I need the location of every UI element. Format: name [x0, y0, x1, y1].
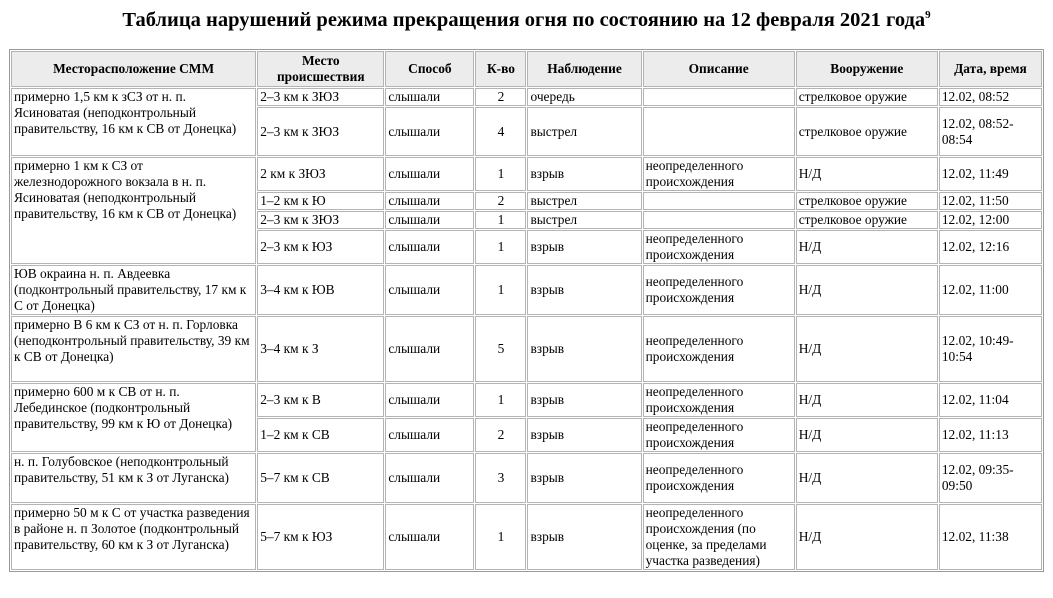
datetime-cell: 12.02, 11:50 [939, 192, 1042, 210]
description-cell [643, 192, 795, 210]
location-cell: примерно В 6 км к СЗ от н. п. Горловка (неподконтрольный правительству, 39 км к СВ от Донецка) [11, 316, 256, 382]
description-cell: неопределенного происхождения [643, 383, 795, 417]
header-datetime: Дата, время [939, 51, 1042, 87]
location-cell: примерно 50 м к С от участка разведения в районе н. п Золотое (подконтрольный правительству, 60 км к З от Луганска) [11, 504, 256, 570]
ceasefire-violations-table [9, 49, 1044, 572]
method-cell: слышали [385, 88, 474, 106]
location-cell: примерно 1,5 км к зСЗ от н. п. Ясиноватая (неподконтрольный правительству, 16 км к СВ от Донецка) [11, 88, 256, 156]
description-cell [643, 211, 795, 229]
method-cell: слышали [385, 453, 474, 503]
observation-cell: выстрел [527, 192, 641, 210]
weapon-cell: стрелковое оружие [796, 107, 938, 156]
incident-place-cell: 2–3 км к ЗЮЗ [257, 107, 384, 156]
weapon-cell: стрелковое оружие [796, 88, 938, 106]
weapon-cell: Н/Д [796, 453, 938, 503]
location-cell: ЮВ окраина н. п. Авдеевка (подконтрольный правительству, 17 км к С от Донецка) [11, 265, 256, 315]
header-count: К-во [475, 51, 526, 87]
incident-place-cell: 1–2 км к Ю [257, 192, 384, 210]
datetime-cell: 12.02, 11:38 [939, 504, 1042, 570]
datetime-cell: 12.02, 08:52 [939, 88, 1042, 106]
observation-cell: взрыв [527, 230, 641, 264]
count-cell: 5 [475, 316, 526, 382]
weapon-cell: Н/Д [796, 316, 938, 382]
count-cell: 2 [475, 192, 526, 210]
method-cell: слышали [385, 157, 474, 191]
header-weapon: Вооружение [796, 51, 938, 87]
header-incident-place: Место происшествия [257, 51, 384, 87]
table-row [11, 316, 1042, 382]
weapon-cell: Н/Д [796, 418, 938, 452]
description-cell [643, 88, 795, 106]
datetime-cell: 12.02, 12:16 [939, 230, 1042, 264]
incident-place-cell: 3–4 км к З [257, 316, 384, 382]
count-cell: 4 [475, 107, 526, 156]
datetime-cell: 12.02, 11:13 [939, 418, 1042, 452]
incident-place-cell: 2–3 км к ЗЮЗ [257, 211, 384, 229]
count-cell: 1 [475, 504, 526, 570]
count-cell: 2 [475, 418, 526, 452]
observation-cell: очередь [527, 88, 641, 106]
description-cell: неопределенного происхождения [643, 453, 795, 503]
observation-cell: взрыв [527, 383, 641, 417]
table-container [9, 49, 1044, 572]
count-cell: 1 [475, 383, 526, 417]
weapon-cell: Н/Д [796, 230, 938, 264]
observation-cell: взрыв [527, 316, 641, 382]
count-cell: 1 [475, 211, 526, 229]
header-row [11, 51, 1042, 87]
datetime-cell: 12.02, 10:49-10:54 [939, 316, 1042, 382]
count-cell: 3 [475, 453, 526, 503]
description-cell: неопределенного происхождения [643, 265, 795, 315]
method-cell: слышали [385, 211, 474, 229]
location-cell: н. п. Голубовское (неподконтрольный правительству, 51 км к З от Луганска) [11, 453, 256, 503]
observation-cell: взрыв [527, 453, 641, 503]
datetime-cell: 12.02, 12:00 [939, 211, 1042, 229]
table-row [11, 383, 1042, 417]
weapon-cell: Н/Д [796, 157, 938, 191]
count-cell: 1 [475, 265, 526, 315]
title-text: Таблица нарушений режима прекращения огня по состоянию на 12 февраля 2021 года [122, 9, 926, 31]
method-cell: слышали [385, 383, 474, 417]
table-row [11, 88, 1042, 106]
header-description: Описание [643, 51, 795, 87]
count-cell: 2 [475, 88, 526, 106]
header-observation: Наблюдение [527, 51, 641, 87]
page-title [0, 0, 1053, 38]
datetime-cell: 12.02, 09:35-09:50 [939, 453, 1042, 503]
observation-cell: взрыв [527, 418, 641, 452]
incident-place-cell: 5–7 км к СВ [257, 453, 384, 503]
count-cell: 1 [475, 230, 526, 264]
observation-cell: взрыв [527, 504, 641, 570]
count-cell: 1 [475, 157, 526, 191]
observation-cell: выстрел [527, 107, 641, 156]
incident-place-cell: 2 км к ЗЮЗ [257, 157, 384, 191]
datetime-cell: 12.02, 08:52-08:54 [939, 107, 1042, 156]
method-cell: слышали [385, 265, 474, 315]
method-cell: слышали [385, 230, 474, 264]
incident-place-cell: 5–7 км к ЮЗ [257, 504, 384, 570]
title-footnote: 9 [925, 9, 931, 22]
weapon-cell: Н/Д [796, 504, 938, 570]
incident-place-cell: 3–4 км к ЮВ [257, 265, 384, 315]
description-cell: неопределенного происхождения [643, 316, 795, 382]
incident-place-cell: 2–3 км к ЗЮЗ [257, 88, 384, 106]
table-body [11, 88, 1042, 570]
weapon-cell: Н/Д [796, 383, 938, 417]
incident-place-cell: 2–3 км к В [257, 383, 384, 417]
method-cell: слышали [385, 107, 474, 156]
header-location: Месторасположение СММ [11, 51, 256, 87]
description-cell: неопределенного происхождения [643, 230, 795, 264]
method-cell: слышали [385, 418, 474, 452]
method-cell: слышали [385, 316, 474, 382]
method-cell: слышали [385, 192, 474, 210]
observation-cell: выстрел [527, 211, 641, 229]
incident-place-cell: 1–2 км к СВ [257, 418, 384, 452]
incident-place-cell: 2–3 км к ЮЗ [257, 230, 384, 264]
weapon-cell: стрелковое оружие [796, 211, 938, 229]
datetime-cell: 12.02, 11:00 [939, 265, 1042, 315]
location-cell: примерно 1 км к СЗ от железнодорожного вокзала в н. п. Ясиноватая (неподконтрольный правительству, 16 км к СВ от Донецка) [11, 157, 256, 264]
header-method: Способ [385, 51, 474, 87]
weapon-cell: стрелковое оружие [796, 192, 938, 210]
table-row [11, 265, 1042, 315]
observation-cell: взрыв [527, 265, 641, 315]
method-cell: слышали [385, 504, 474, 570]
weapon-cell: Н/Д [796, 265, 938, 315]
table-row [11, 504, 1042, 570]
table-row [11, 157, 1042, 191]
description-cell [643, 107, 795, 156]
datetime-cell: 12.02, 11:04 [939, 383, 1042, 417]
location-cell: примерно 600 м к СВ от н. п. Лебединское (подконтрольный правительству, 99 км к Ю от Донецка) [11, 383, 256, 452]
description-cell: неопределенного происхождения (по оценке, за пределами участка разведения) [643, 504, 795, 570]
table-row [11, 453, 1042, 503]
description-cell: неопределенного происхождения [643, 418, 795, 452]
description-cell: неопределенного происхождения [643, 157, 795, 191]
observation-cell: взрыв [527, 157, 641, 191]
datetime-cell: 12.02, 11:49 [939, 157, 1042, 191]
